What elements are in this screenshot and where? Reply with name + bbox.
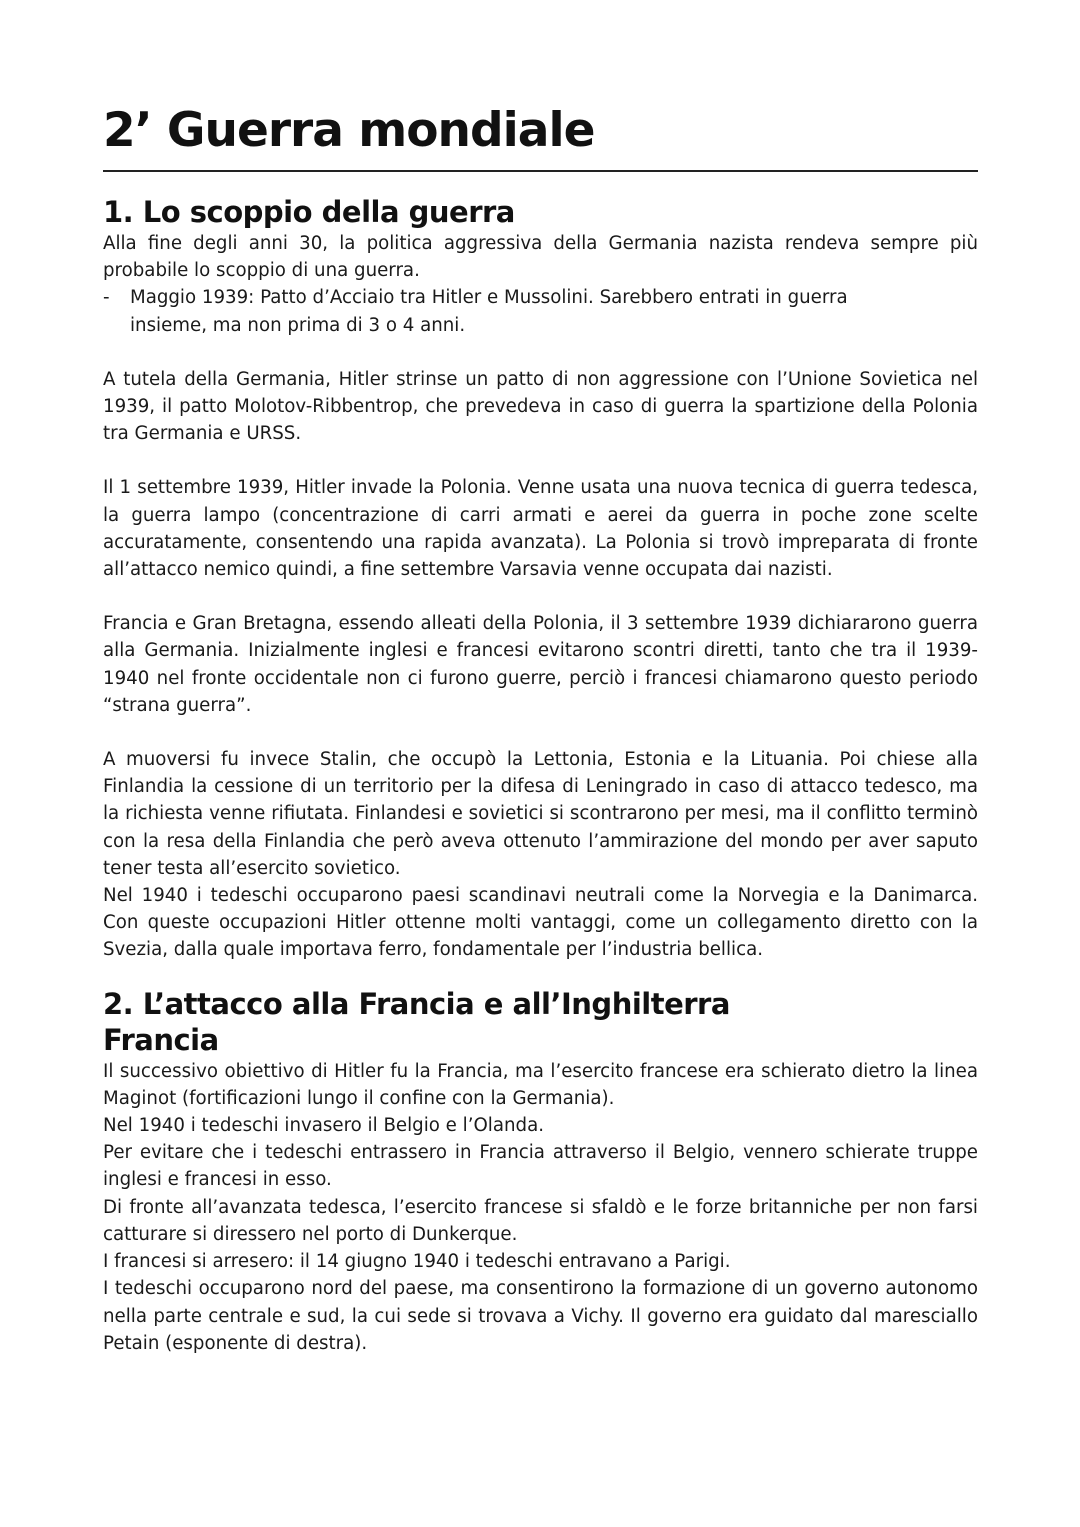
subheading-francia: Francia xyxy=(103,1022,219,1057)
paragraph-molotov: A tutela della Germania, Hitler strinse un patto di non aggressione con l’Unione Sovietica nel 1939, il patto Molotov-Ribbentrop, che prevedeva in caso di guerra la spartizione della Polonia tra Germania e URSS. xyxy=(103,368,978,445)
paragraph-truppe: Per evitare che i tedeschi entrassero in Francia attraverso il Belgio, vennero schierate truppe inglesi e francesi in esso. xyxy=(103,1142,978,1191)
section-heading-2: 2. L’attacco alla Francia e all’Inghilterra xyxy=(103,986,730,1021)
paragraph-scandinavia: Nel 1940 i tedeschi occuparono paesi scandinavi neutrali come la Norvegia e la Danimarca. Con queste occupazioni Hitler ottenne molti vantaggi, come un collegamento diretto con la Svezia, dalla quale importava ferro, fondamentale per l’industria bellica. xyxy=(103,885,978,961)
paragraph-maginot: Il successivo obiettivo di Hitler fu la Francia, ma l’esercito francese era schierato dietro la linea Maginot (fortificazioni lungo il confine con la Germania). xyxy=(103,1060,978,1109)
bullet-item xyxy=(103,284,978,338)
document-page xyxy=(103,100,978,1357)
paragraph-vichy: I tedeschi occuparono nord del paese, ma consentirono la formazione di un governo autonomo nella parte centrale e sud, la cui sede si trovava a Vichy. Il governo era guidato dal maresciallo Petain (esponente di destra). xyxy=(103,1278,978,1354)
paragraph-intro: Alla fine degli anni 30, la politica aggressiva della Germania nazista rendeva sempre più probabile lo scoppio di una guerra. xyxy=(103,233,978,282)
dash-bullet-marker: - xyxy=(103,287,110,309)
bullet-text: Maggio 1939: Patto d’Acciaio tra Hitler e Mussolini. Sarebbero entrati in guerra insieme, ma non prima di 3 o 4 anni. xyxy=(130,287,848,336)
paragraph-parigi: I francesi si arresero: il 14 giugno 1940 i tedeschi entravano a Parigi. xyxy=(103,1251,731,1273)
paragraph-belgio: Nel 1940 i tedeschi invasero il Belgio e l’Olanda. xyxy=(103,1115,544,1137)
paragraph-stalin: A muoversi fu invece Stalin, che occupò la Lettonia, Estonia e la Lituania. Poi chiese alla Finlandia la cessione di un territorio per la difesa di Leningrado in caso di attacco tedesco, ma la richiesta venne rifiutata. Finlandesi e sovietici si scontrarono per mesi, ma il conflitto terminò con la resa della Finlandia che però aveva ottenuto l’ammirazione del mondo per aver saputo tener testa all’esercito sovietico. xyxy=(103,749,978,879)
paragraph-dunkerque: Di fronte all’avanzata tedesca, l’esercito francese si sfaldò e le forze britanniche per non farsi catturare si diressero nel porto di Dunkerque. xyxy=(103,1196,978,1245)
section-heading-1: 1. Lo scoppio della guerra xyxy=(103,195,515,229)
title-divider xyxy=(103,170,978,172)
page-title: 2’ Guerra mondiale xyxy=(103,103,595,158)
paragraph-strana-guerra: Francia e Gran Bretagna, essendo alleati della Polonia, il 3 settembre 1939 dichiararono guerra alla Germania. Inizialmente inglesi e francesi evitarono scontri diretti, tanto che tra il 1939-1940 nel fronte occidentale non ci furono guerre, perciò i francesi chiamarono questo periodo “strana guerra”. xyxy=(103,613,978,716)
paragraph-poland: Il 1 settembre 1939, Hitler invade la Polonia. Venne usata una nuova tecnica di guerra tedesca, la guerra lampo (concentrazione di carri armati e aerei da guerra in poche zone scelte accuratamente, consentendo una rapida avanzata). La Polonia si trovò impreparata di fronte all’attacco nemico quindi, a fine settembre Varsavia venne occupata dai nazisti. xyxy=(103,477,978,581)
